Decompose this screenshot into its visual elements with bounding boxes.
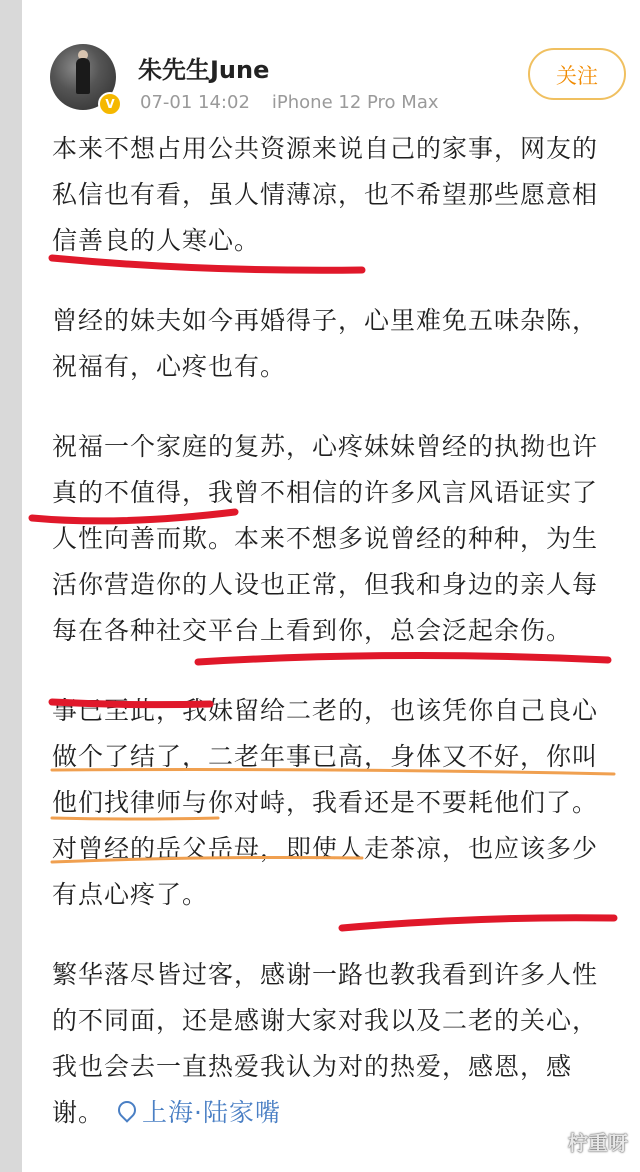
location-link[interactable]	[118, 1098, 281, 1127]
post-body	[52, 126, 618, 1170]
post-header	[50, 42, 620, 122]
username[interactable]: 朱先生June	[138, 56, 270, 84]
post-paragraph: 曾经的妹夫如今再婚得子，心里难免五味杂陈，祝福有，心疼也有。	[52, 306, 599, 381]
location-pin-icon	[114, 1097, 139, 1122]
weibo-post-page	[22, 0, 640, 1172]
watermark: 柠重呀	[568, 1131, 628, 1155]
post-paragraph-last	[52, 952, 618, 1136]
post-date: 07-01 14:02	[140, 92, 250, 113]
post-paragraph-text: 繁华落尽皆过客，感谢一路也教我看到许多人性的不同面，还是感谢大家对我以及二老的关心，我也会去一直热爱我认为对的热爱，感恩，感谢。	[52, 960, 599, 1127]
post-device: iPhone 12 Pro Max	[271, 92, 439, 113]
post-paragraph: 本来不想占用公共资源来说自己的家事，网友的私信也有看，虽人情薄凉，也不希望那些愿意相信善良的人寒心。	[52, 134, 599, 255]
post-paragraph: 祝福一个家庭的复苏，心疼妹妹曾经的执拗也许真的不值得，我曾不相信的许多风言风语证实了人性向善而欺。本来不想多说曾经的种种，为生活你营造你的人设也正常，但我和身边的亲人每每在各种社交平台上看到你，总会泛起余伤。	[52, 432, 599, 645]
v-badge-icon: V	[98, 92, 122, 116]
avatar-figure	[76, 58, 90, 94]
follow-button[interactable]: 关注	[528, 48, 626, 100]
post-paragraph: 事已至此，我妹留给二老的，也该凭你自己良心做个了结了，二老年事已高，身体又不好，你叫他们找律师与你对峙，我看还是不要耗他们了。对曾经的岳父岳母，即使人走茶凉，也应该多少有点心疼了。	[52, 696, 599, 909]
post-meta	[140, 92, 439, 113]
location-label: 上海·陆家嘴	[142, 1098, 281, 1127]
